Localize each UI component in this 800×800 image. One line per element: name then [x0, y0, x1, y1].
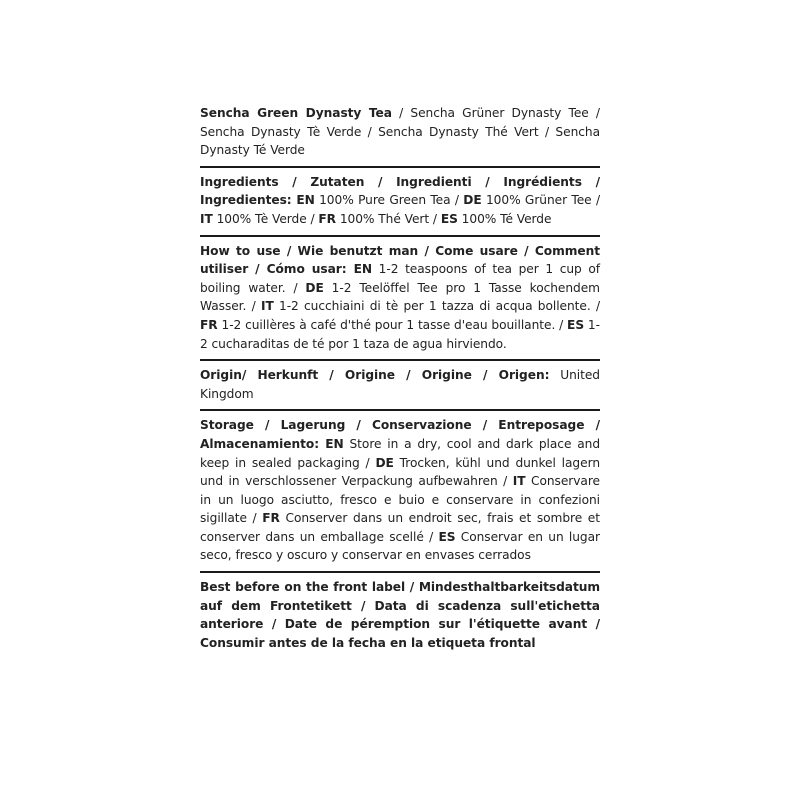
body-text: 1-2 cuillères à café d'thé pour 1 tasse d'eau bouillante. /: [217, 317, 568, 332]
body-text: Conservare in un luogo asciutto, fresco e buio e conservare in confezioni sigillate /: [200, 474, 600, 526]
body-text: 100% Grüner Tee /: [481, 193, 601, 208]
body-text: 1-2 cucharaditas de té por 1 taza de agua hirviendo.: [200, 317, 600, 351]
bold-text: IT: [512, 474, 526, 489]
bold-text: ES: [438, 529, 456, 544]
section-how-to-use: [200, 242, 600, 354]
section-best-before: [200, 578, 600, 652]
product-label: [200, 104, 600, 652]
section-ingredients: [200, 173, 600, 229]
bold-text: IT: [260, 299, 274, 314]
body-text: 100% Tè Verde /: [212, 211, 319, 226]
bold-text: FR: [318, 211, 336, 226]
bold-text: How to use / Wie benutzt man / Come usare / Comment utiliser / Cómo usar: EN: [200, 243, 600, 277]
bold-text: FR: [200, 317, 218, 332]
section-storage: [200, 416, 600, 565]
body-text: United Kingdom: [200, 368, 600, 401]
section-divider: [200, 359, 600, 361]
bold-text: IT: [200, 211, 213, 226]
body-text: 100% Pure Green Tea /: [314, 193, 464, 208]
bold-text: Origin/ Herkunft / Origine / Origine / Origen:: [200, 368, 550, 383]
body-text: Trocken, kühl und dunkel lagern und in verschlossener Verpackung aufbewahren /: [200, 455, 600, 489]
body-text: Store in a dry, cool and dark place and keep in sealed packaging /: [200, 436, 601, 470]
body-text: 100% Té Verde: [457, 211, 552, 226]
bold-text: Best before on the front label / Mindesthaltbarkeitsdatum auf dem Frontetikett / Data di scadenza sull'etichetta anteriore / Date de péremption sur l'étiquette avant / Consumir antes de la fecha en la etiqueta frontal: [200, 580, 600, 650]
section-divider: [200, 571, 600, 573]
section-divider: [200, 235, 600, 237]
body-text: 1-2 Teelöffel Tee pro 1 Tasse kochendem Wasser. /: [200, 280, 601, 314]
bold-text: Storage / Lagerung / Conservazione / Entreposage / Almacenamiento: EN: [200, 418, 600, 451]
bold-text: DE: [305, 280, 324, 295]
section-origin: [200, 366, 600, 403]
body-text: Conservar en un lugar seco, fresco y oscuro y conservar en envases cerrados: [200, 529, 600, 563]
body-text: / Sencha Grüner Dynasty Tee / Sencha Dynasty Tè Verde / Sencha Dynasty Thé Vert / Sencha Dynasty Té Verde: [200, 106, 600, 158]
bold-text: ES: [567, 317, 585, 332]
bold-text: FR: [262, 511, 280, 526]
section-divider: [200, 409, 600, 411]
body-text: 1-2 teaspoons of tea per 1 cup of boiling water. /: [200, 262, 600, 295]
section-title: [200, 104, 600, 160]
body-text: 100% Thé Vert /: [336, 211, 441, 226]
bold-text: Ingredients / Zutaten / Ingredienti / Ingrédients / Ingredientes: EN: [200, 174, 600, 208]
bold-text: ES: [440, 211, 458, 226]
bold-text: Sencha Green Dynasty Tea: [200, 106, 392, 120]
body-text: Conserver dans un endroit sec, frais et sombre et conserver dans un emballage scellé /: [200, 511, 600, 544]
section-divider: [200, 166, 600, 168]
body-text: 1-2 cucchiaini di tè per 1 tazza di acqua bollente. /: [273, 299, 600, 314]
bold-text: DE: [375, 455, 394, 470]
bold-text: DE: [463, 193, 482, 208]
